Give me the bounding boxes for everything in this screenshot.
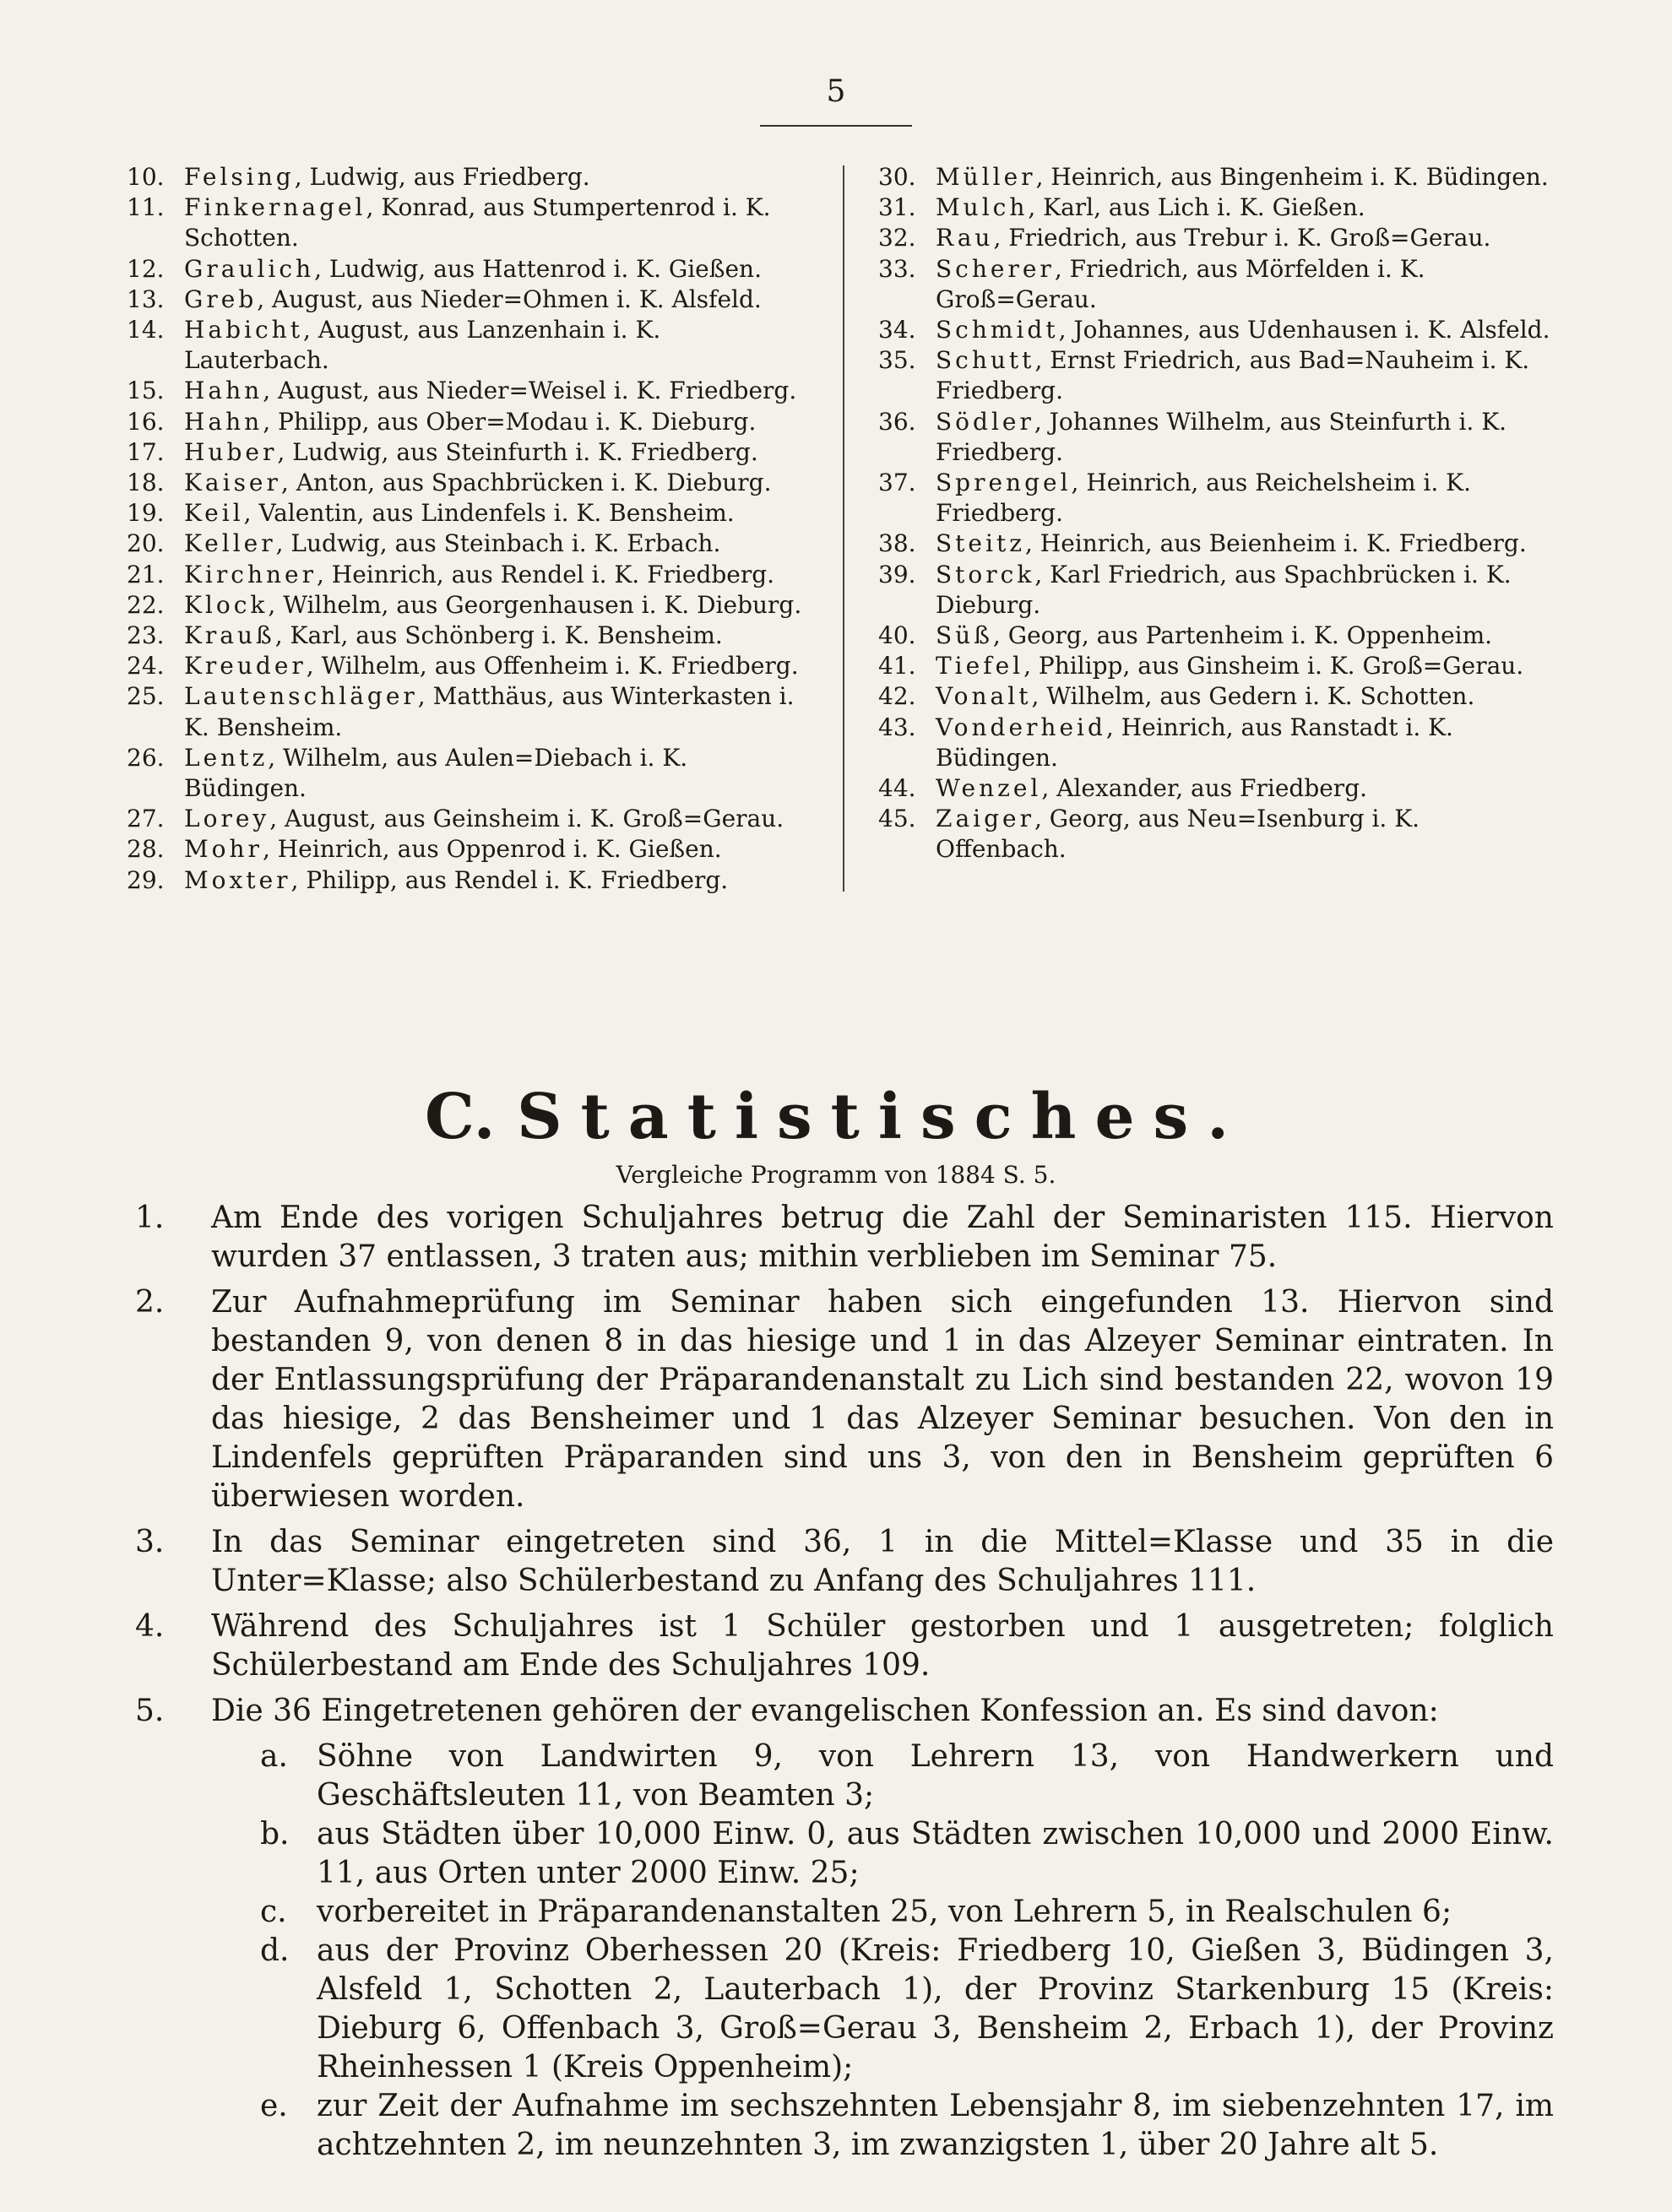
sub-item-list <box>135 1738 1554 2165</box>
student-details: , Heinrich, aus Oppenrod i. K. Gießen. <box>262 835 722 864</box>
student-surname: Krauß <box>184 621 275 650</box>
paragraph-number: 4. <box>135 1609 165 1644</box>
student-surname: Södler <box>936 407 1034 436</box>
student-surname: Huber <box>184 437 278 466</box>
student-details: , Georg, aus Neu=Isenburg i. K. Offenbach. <box>936 805 1420 864</box>
entry-number: 42. <box>878 682 916 711</box>
student-surname: Sprengel <box>936 469 1072 497</box>
student-details: , Matthäus, aus Winterkasten i. K. Bensheim. <box>184 682 795 741</box>
entry-number: 24. <box>127 652 165 680</box>
paragraph-text: Zur Aufnahmeprüfung im Seminar haben sich eingefunden 13. Hiervon sind bestanden 9, von denen 8 in das hiesige und 1 in das Alzeyer Seminar eintraten. In der Entlassungsprüfung der Präparandenanstalt zu Lich sind bestanden 22, wovon 19 das hiesige, 2 das Bensheimer und 1 das Alzeyer Seminar besuchen. Von den in Lindenfels geprüften Präparanden sind uns 3, von den in Bensheim geprüften 6 überwiesen worden. <box>211 1285 1554 1514</box>
student-details: , Ludwig, aus Hattenrod i. K. Gießen. <box>314 254 762 283</box>
sub-item-text: aus Städten über 10,000 Einw. 0, aus Städten zwischen 10,000 und 2000 Einw. 11, aus Orten unter 2000 Einw. 25; <box>317 1817 1554 1890</box>
student-entry <box>127 468 802 498</box>
student-surname: Habicht <box>184 316 303 344</box>
student-details: , August, aus Nieder=Weisel i. K. Friedberg. <box>263 377 797 405</box>
student-surname: Greb <box>184 285 258 313</box>
student-details: , Johannes Wilhelm, aus Steinfurth i. K. Friedberg. <box>936 407 1507 466</box>
paragraph <box>135 1199 1554 1277</box>
student-surname: Süß <box>936 621 993 650</box>
student-surname: Vonderheid <box>936 713 1106 741</box>
entry-number: 45. <box>878 805 916 833</box>
student-list-right <box>878 162 1554 865</box>
paragraph <box>135 1523 1554 1601</box>
student-entry <box>878 192 1554 223</box>
student-details: , Heinrich, aus Ranstadt i. K. Büdingen. <box>936 713 1453 772</box>
paragraph-number: 5. <box>135 1694 165 1728</box>
entry-number: 11. <box>127 193 165 222</box>
student-details: , Heinrich, aus Reichelsheim i. K. Friedberg. <box>936 469 1471 528</box>
student-details: , Wilhelm, aus Offenheim i. K. Friedberg. <box>306 652 799 680</box>
entry-number: 32. <box>878 224 916 252</box>
student-entry <box>878 407 1554 468</box>
sub-item-label: e. <box>260 2089 288 2123</box>
entry-number: 34. <box>878 316 916 344</box>
student-entry <box>127 498 802 529</box>
sub-item <box>135 2087 1554 2165</box>
student-entry <box>878 315 1554 345</box>
student-details: , Karl, aus Schönberg i. K. Bensheim. <box>274 621 723 650</box>
student-details: , Philipp, aus Rendel i. K. Friedberg. <box>290 865 729 894</box>
student-surname: Graulich <box>184 254 315 283</box>
sub-item-text: Söhne von Landwirten 9, von Lehrern 13, von Handwerkern und Geschäftsleuten 11, von Beamten 3; <box>317 1739 1554 1813</box>
entry-number: 21. <box>127 560 165 588</box>
student-surname: Mohr <box>184 835 263 864</box>
entry-number: 43. <box>878 713 916 741</box>
student-entry <box>878 560 1554 621</box>
paragraph-text: Während des Schuljahres ist 1 Schüler gestorben und 1 ausgetreten; folglich Schülerbestand am Ende des Schuljahres 109. <box>211 1609 1554 1683</box>
paragraph-number: 1. <box>135 1201 165 1235</box>
student-surname: Müller <box>936 163 1036 191</box>
entry-number: 16. <box>127 407 165 436</box>
student-details: , Philipp, aus Ginsheim i. K. Groß=Gerau. <box>1023 652 1524 680</box>
student-entry <box>127 560 802 590</box>
student-entry <box>878 651 1554 681</box>
student-entry <box>878 621 1554 651</box>
student-details: , Georg, aus Partenheim i. K. Oppenheim. <box>992 621 1493 650</box>
entry-number: 33. <box>878 254 916 283</box>
entry-number: 15. <box>127 377 165 405</box>
student-surname: Keil <box>184 499 244 528</box>
sub-item-label: d. <box>260 1933 290 1968</box>
paragraph <box>135 1692 1554 1731</box>
student-entry <box>878 223 1554 253</box>
section-heading <box>0 1079 1672 1155</box>
student-entry <box>127 407 802 437</box>
entry-number: 37. <box>878 469 916 497</box>
student-entry <box>127 834 802 865</box>
student-entry <box>878 162 1554 192</box>
section-reference: Vergleiche Programm von 1884 S. 5. <box>616 1161 1056 1189</box>
student-entry <box>127 804 802 834</box>
student-surname: Rau <box>936 224 994 252</box>
page-number-rule <box>760 125 912 127</box>
student-surname: Scherer <box>936 254 1055 283</box>
entry-number: 13. <box>127 285 165 313</box>
entry-number: 41. <box>878 652 916 680</box>
sub-item <box>135 1932 1554 2087</box>
entry-number: 35. <box>878 346 916 375</box>
entry-number: 12. <box>127 254 165 283</box>
paragraph-text: Am Ende des vorigen Schuljahres betrug die Zahl der Seminaristen 115. Hiervon wurden 37 entlassen, 3 traten aus; mithin verblieben im Seminar 75. <box>211 1201 1554 1274</box>
student-details: , August, aus Geinsheim i. K. Groß=Gerau. <box>269 805 784 833</box>
student-entry <box>878 468 1554 529</box>
page-number: 5 <box>826 74 846 109</box>
student-surname: Felsing <box>184 163 295 191</box>
sub-item-label: b. <box>260 1817 290 1851</box>
student-surname: Zaiger <box>936 805 1034 833</box>
student-surname: Kirchner <box>184 560 317 588</box>
entry-number: 39. <box>878 560 916 588</box>
student-surname: Steitz <box>936 529 1025 558</box>
sub-item-label: c. <box>260 1895 287 1929</box>
entry-number: 28. <box>127 835 165 864</box>
student-details: , Wilhelm, aus Aulen=Diebach i. K. Büdingen. <box>184 743 688 803</box>
sub-item-text: vorbereitet in Präparandenanstalten 25, von Lehrern 5, in Realschulen 6; <box>317 1895 1452 1929</box>
student-surname: Moxter <box>184 865 291 894</box>
sub-item-text: aus der Provinz Oberhessen 20 (Kreis: Friedberg 10, Gießen 3, Büdingen 3, Alsfeld 1, Schotten 2, Lauterbach 1), der Provinz Starkenburg 15 (Kreis: Dieburg 6, Offenbach 3, Groß=Gerau 3, Bensheim 2, Erbach 1), der Provinz Rheinhessen 1 (Kreis Oppenheim); <box>317 1933 1554 2085</box>
student-details: , Valentin, aus Lindenfels i. K. Bensheim. <box>243 499 735 528</box>
student-entry <box>127 590 802 621</box>
student-entry <box>878 254 1554 315</box>
student-details: , Heinrich, aus Bingenheim i. K. Büdingen. <box>1035 163 1549 191</box>
entry-number: 14. <box>127 316 165 344</box>
student-details: , Ludwig, aus Steinbach i. K. Erbach. <box>275 529 721 558</box>
student-details: , Heinrich, aus Beienheim i. K. Friedberg. <box>1024 529 1527 558</box>
student-surname: Mulch <box>936 193 1029 222</box>
student-details: , August, aus Lanzenhain i. K. Lauterbach. <box>184 316 661 375</box>
entry-number: 19. <box>127 499 165 528</box>
student-surname: Hahn <box>184 377 263 405</box>
student-entry <box>127 621 802 651</box>
paragraph <box>135 1607 1554 1685</box>
student-details: , August, aus Nieder=Ohmen i. K. Alsfeld. <box>257 285 762 313</box>
sub-item <box>135 1738 1554 1815</box>
column-divider <box>843 165 844 892</box>
student-entry <box>127 376 802 406</box>
student-details: , Alexander, aus Friedberg. <box>1041 774 1368 803</box>
entry-number: 18. <box>127 469 165 497</box>
entry-number: 40. <box>878 621 916 650</box>
student-surname: Lentz <box>184 743 269 772</box>
student-details: , Johannes, aus Udenhausen i. K. Alsfeld. <box>1058 316 1550 344</box>
student-entry <box>127 865 802 896</box>
paragraph-number: 3. <box>135 1525 165 1559</box>
student-details: , Ludwig, aus Friedberg. <box>294 163 590 191</box>
student-details: , Konrad, aus Stumpertenrod i. K. Schotten. <box>184 193 771 252</box>
student-entry <box>878 804 1554 865</box>
student-details: , Karl, aus Lich i. K. Gießen. <box>1028 193 1365 222</box>
paragraph-text: Die 36 Eingetretenen gehören der evangelischen Konfession an. Es sind davon: <box>211 1694 1439 1728</box>
student-surname: Storck <box>936 560 1035 588</box>
student-surname: Kaiser <box>184 469 281 497</box>
paragraph-number: 2. <box>135 1285 165 1320</box>
entry-number: 27. <box>127 805 165 833</box>
statistics-body <box>135 1199 1554 2165</box>
student-entry <box>127 529 802 559</box>
student-surname: Wenzel <box>936 774 1042 803</box>
student-surname: Finkernagel <box>184 193 366 222</box>
entry-number: 44. <box>878 774 916 803</box>
sub-item <box>135 1893 1554 1932</box>
student-surname: Tiefel <box>936 652 1024 680</box>
sub-item-label: a. <box>260 1739 288 1774</box>
student-details: , Ernst Friedrich, aus Bad=Nauheim i. K. Friedberg. <box>936 346 1530 405</box>
entry-number: 17. <box>127 437 165 466</box>
student-entry <box>878 529 1554 559</box>
student-surname: Klock <box>184 590 269 619</box>
section-title: Statistisches. <box>517 1081 1247 1153</box>
student-entry <box>127 162 802 192</box>
student-details: , Anton, aus Spachbrücken i. K. Dieburg. <box>280 469 772 497</box>
student-entry <box>127 651 802 681</box>
student-entry <box>127 315 802 376</box>
student-entry <box>127 743 802 804</box>
entry-number: 38. <box>878 529 916 558</box>
student-details: , Wilhelm, aus Gedern i. K. Schotten. <box>1031 682 1475 711</box>
student-surname: Schutt <box>936 346 1035 375</box>
student-entry <box>127 681 802 742</box>
student-list-left <box>127 162 802 896</box>
sub-item <box>135 1815 1554 1893</box>
student-entry <box>127 254 802 285</box>
entry-number: 31. <box>878 193 916 222</box>
entry-number: 29. <box>127 865 165 894</box>
entry-number: 10. <box>127 163 165 191</box>
section-letter: C. <box>425 1081 496 1153</box>
student-details: , Karl Friedrich, aus Spachbrücken i. K. Dieburg. <box>936 560 1512 619</box>
student-entry <box>127 437 802 468</box>
student-details: , Friedrich, aus Mörfelden i. K. Groß=Gerau. <box>936 254 1425 313</box>
student-entry <box>878 681 1554 712</box>
entry-number: 20. <box>127 529 165 558</box>
student-details: , Ludwig, aus Steinfurth i. K. Friedberg. <box>277 437 758 466</box>
student-entry <box>878 713 1554 773</box>
student-entry <box>127 285 802 315</box>
entry-number: 22. <box>127 590 165 619</box>
student-surname: Schmidt <box>936 316 1059 344</box>
paragraph <box>135 1283 1554 1516</box>
entry-number: 30. <box>878 163 916 191</box>
student-surname: Keller <box>184 529 276 558</box>
student-details: , Philipp, aus Ober=Modau i. K. Dieburg. <box>263 407 757 436</box>
paragraph-text: In das Seminar eingetreten sind 36, 1 in die Mittel=Klasse und 35 in die Unter=Klasse; also Schülerbestand zu Anfang des Schuljahres 111. <box>211 1525 1554 1598</box>
student-entry <box>127 192 802 253</box>
student-surname: Hahn <box>184 407 263 436</box>
entry-number: 25. <box>127 682 165 711</box>
student-surname: Vonalt <box>936 682 1032 711</box>
student-details: , Wilhelm, aus Georgenhausen i. K. Dieburg. <box>268 590 802 619</box>
student-surname: Kreuder <box>184 652 307 680</box>
entry-number: 36. <box>878 407 916 436</box>
student-details: , Friedrich, aus Trebur i. K. Groß=Gerau. <box>993 224 1491 252</box>
entry-number: 23. <box>127 621 165 650</box>
student-surname: Lorey <box>184 805 270 833</box>
entry-number: 26. <box>127 743 165 772</box>
sub-item-text: zur Zeit der Aufnahme im sechszehnten Lebensjahr 8, im siebenzehnten 17, im achtzehnten 2, im neunzehnten 3, im zwanzigsten 1, über 20 Jahre alt 5. <box>317 2089 1554 2162</box>
student-details: , Heinrich, aus Rendel i. K. Friedberg. <box>316 560 775 588</box>
student-entry <box>878 773 1554 804</box>
student-entry <box>878 345 1554 406</box>
student-surname: Lautenschläger <box>184 682 418 711</box>
